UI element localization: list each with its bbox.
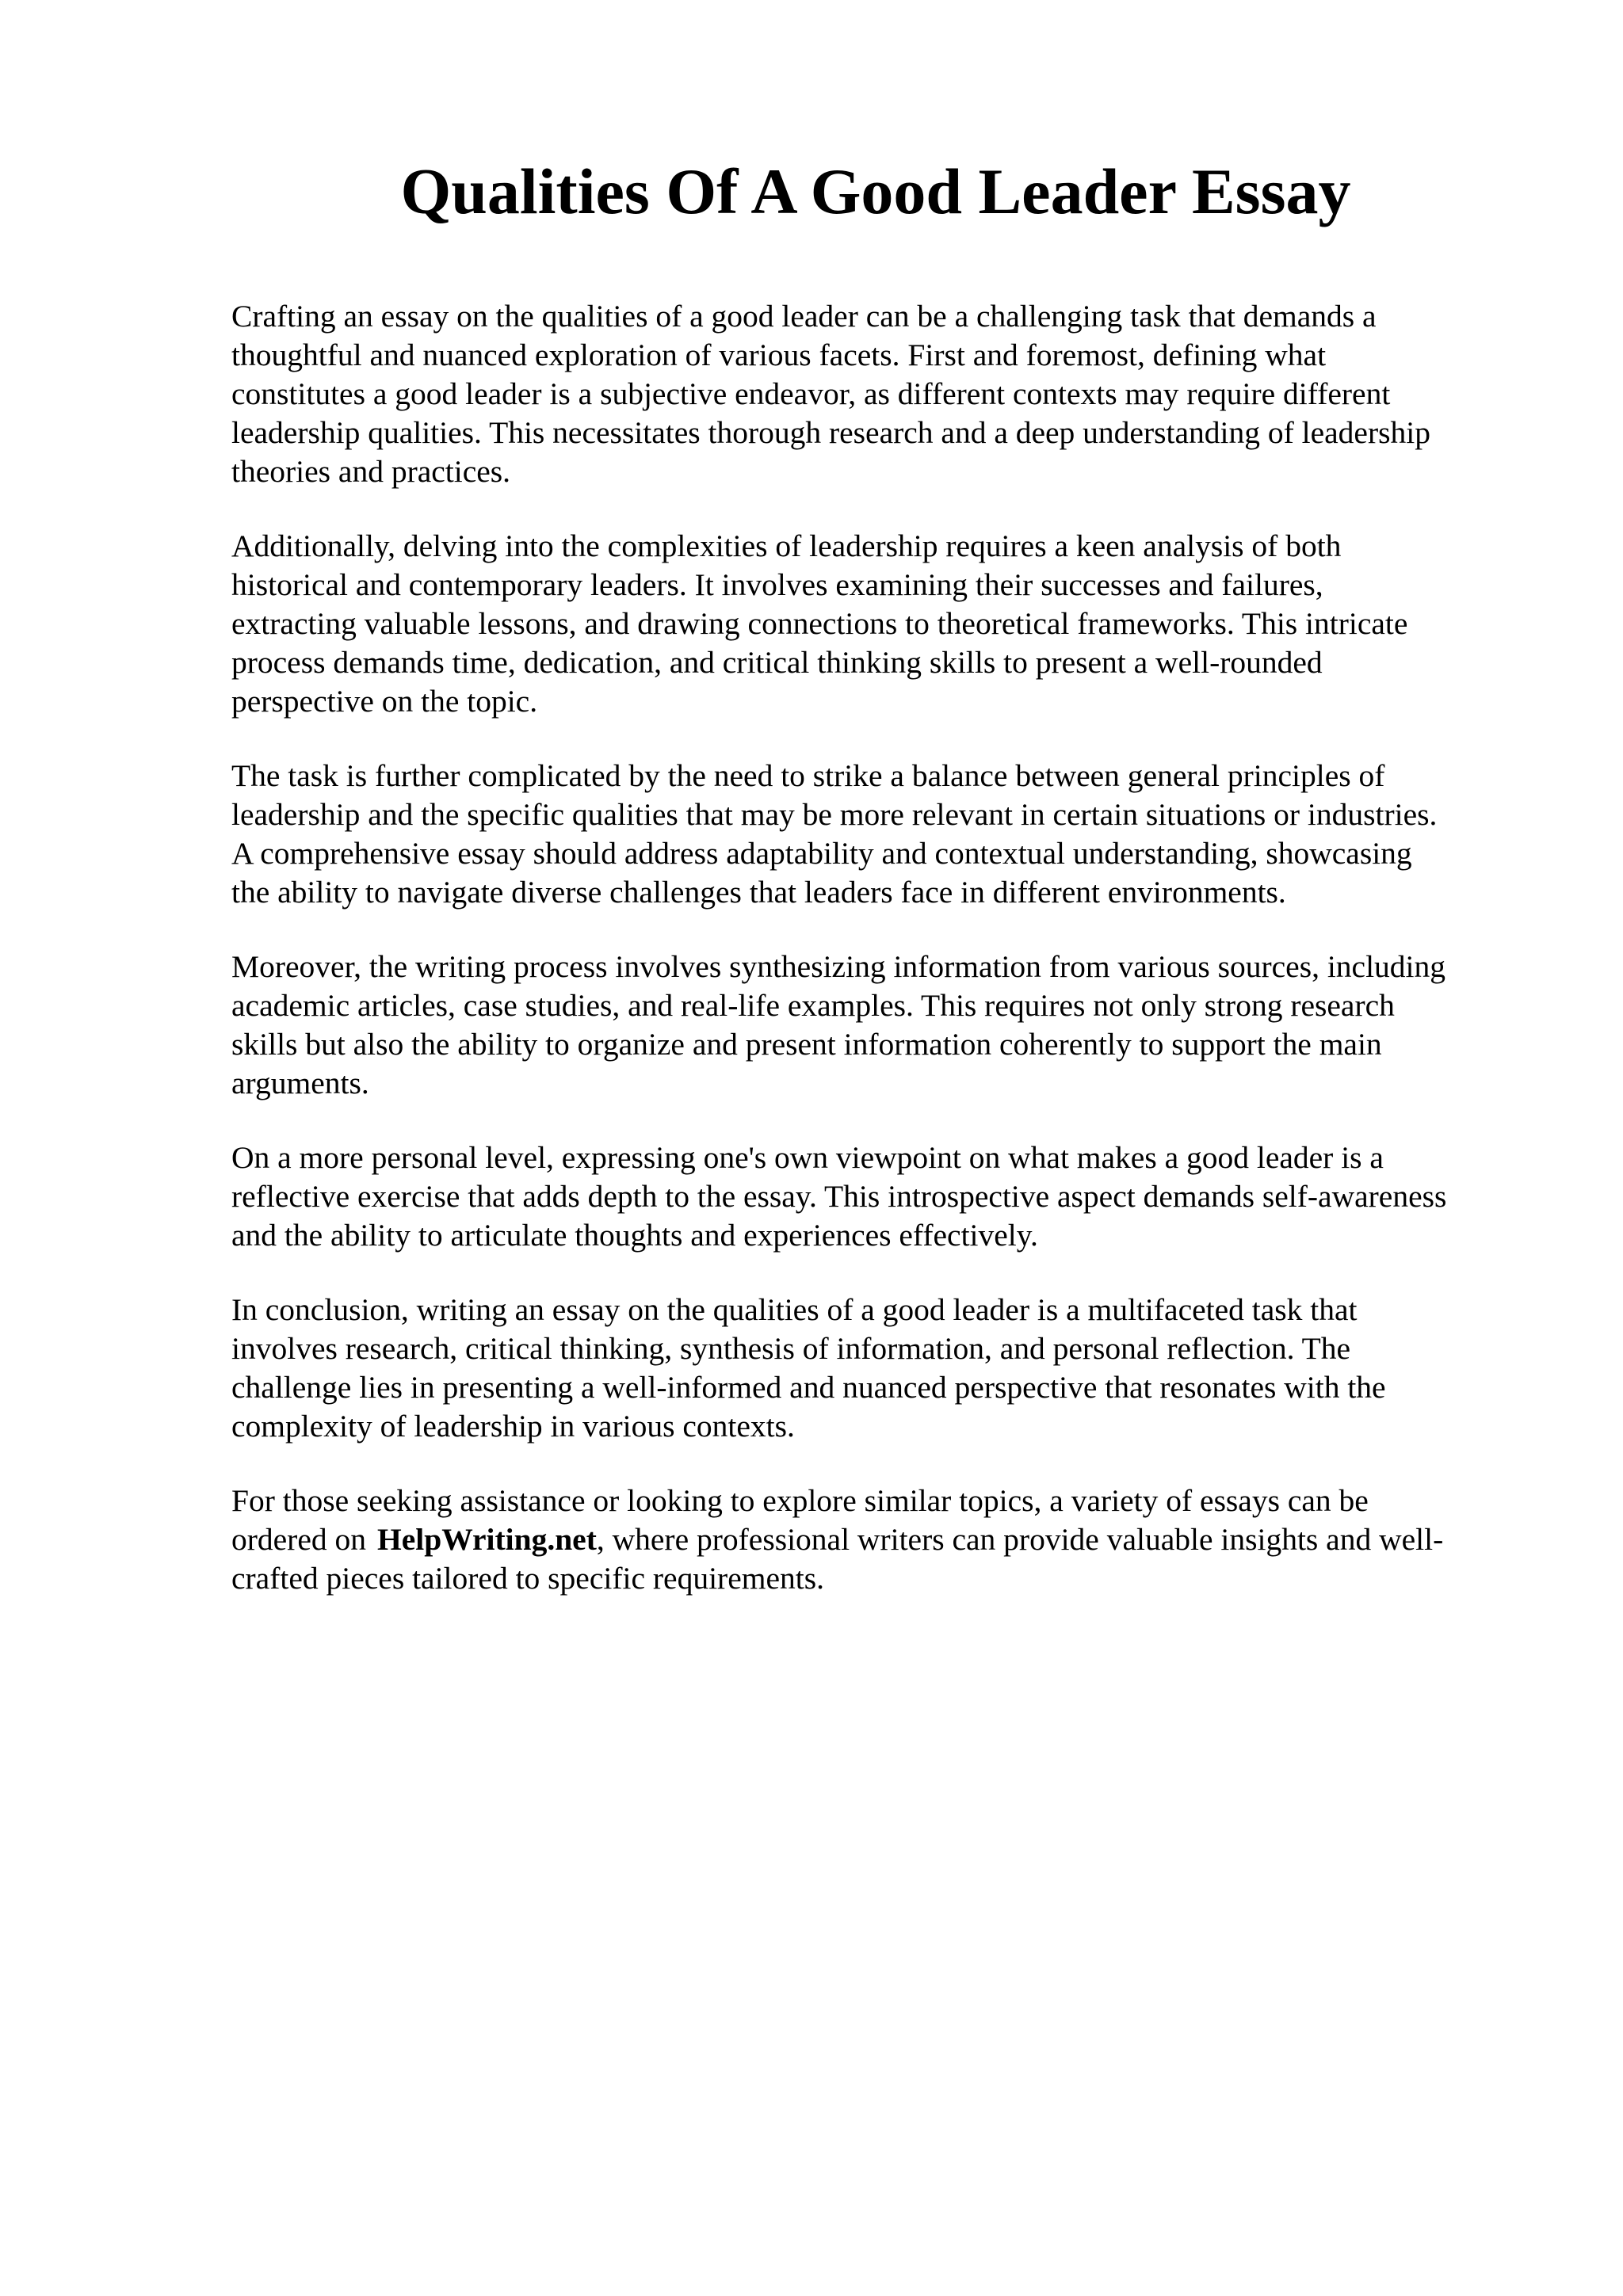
paragraph-line: constitutes a good leader is a subjective endeavor, as different contexts may require different	[231, 376, 1391, 411]
helpwriting-brand-link[interactable]: HelpWriting.net	[377, 1522, 597, 1557]
paragraph-line: involves research, critical thinking, synthesis of information, and personal reflection. The	[231, 1331, 1351, 1366]
paragraph-line: the ability to navigate diverse challenges that leaders face in different environments.	[231, 875, 1286, 910]
paragraph-2	[231, 527, 1531, 721]
paragraph-line: reflective exercise that adds depth to the essay. This introspective aspect demands self-awareness	[231, 1179, 1447, 1214]
paragraph-line: Crafting an essay on the qualities of a good leader can be a challenging task that demands a	[231, 299, 1377, 334]
paragraph-line: complexity of leadership in various contexts.	[231, 1409, 795, 1444]
paragraph-line: and the ability to articulate thoughts and experiences effectively.	[231, 1218, 1038, 1253]
paragraph-line: historical and contemporary leaders. It involves examining their successes and failures,	[231, 567, 1323, 602]
paragraph-line: perspective on the topic.	[231, 684, 538, 719]
paragraph-line: arguments.	[231, 1066, 369, 1100]
paragraph-line: challenge lies in presenting a well-informed and nuanced perspective that resonates with the	[231, 1370, 1386, 1405]
paragraph-line: A comprehensive essay should address adaptability and contextual understanding, showcasing	[231, 836, 1412, 871]
paragraph-line: process demands time, dedication, and critical thinking skills to present a well-rounded	[231, 645, 1323, 680]
paragraph-line: On a more personal level, expressing one's own viewpoint on what makes a good leader is a	[231, 1140, 1384, 1175]
paragraph-line: extracting valuable lessons, and drawing connections to theoretical frameworks. This intricate	[231, 606, 1408, 641]
closing-text-after: , where professional writers can provide valuable insights and well-	[596, 1522, 1444, 1557]
paragraph-line: crafted pieces tailored to specific requirements.	[231, 1561, 824, 1596]
paragraph-1	[231, 297, 1531, 491]
paragraph-line: Additionally, delving into the complexities of leadership requires a keen analysis of both	[231, 528, 1342, 563]
paragraph-6	[231, 1291, 1531, 1446]
paragraph-line: academic articles, case studies, and real-life examples. This requires not only strong research	[231, 988, 1395, 1023]
paragraph-line: skills but also the ability to organize and present information coherently to support the main	[231, 1027, 1382, 1062]
paragraph-line: Moreover, the writing process involves synthesizing information from various sources, including	[231, 949, 1446, 984]
paragraph-line: For those seeking assistance or looking to explore similar topics, a variety of essays can be	[231, 1483, 1369, 1518]
paragraph-line: leadership and the specific qualities that may be more relevant in certain situations or industries.	[231, 797, 1438, 832]
paragraph-4	[231, 948, 1531, 1103]
paragraph-line: The task is further complicated by the need to strike a balance between general principles of	[231, 758, 1385, 793]
paragraph-5	[231, 1138, 1531, 1255]
page-title: Qualities Of A Good Leader Essay	[400, 155, 1351, 227]
closing-paragraph	[231, 1482, 1531, 1598]
paragraph-line	[231, 1520, 1531, 1559]
paragraph-line: theories and practices.	[231, 454, 511, 489]
paragraph-line: In conclusion, writing an essay on the qualities of a good leader is a multifaceted task that	[231, 1292, 1358, 1327]
essay-body	[231, 297, 1531, 1634]
paragraph-3	[231, 757, 1531, 912]
paragraph-line: leadership qualities. This necessitates thorough research and a deep understanding of leadership	[231, 415, 1430, 450]
closing-text-before: ordered on	[231, 1522, 366, 1557]
paragraph-line: thoughtful and nuanced exploration of various facets. First and foremost, defining what	[231, 338, 1327, 372]
